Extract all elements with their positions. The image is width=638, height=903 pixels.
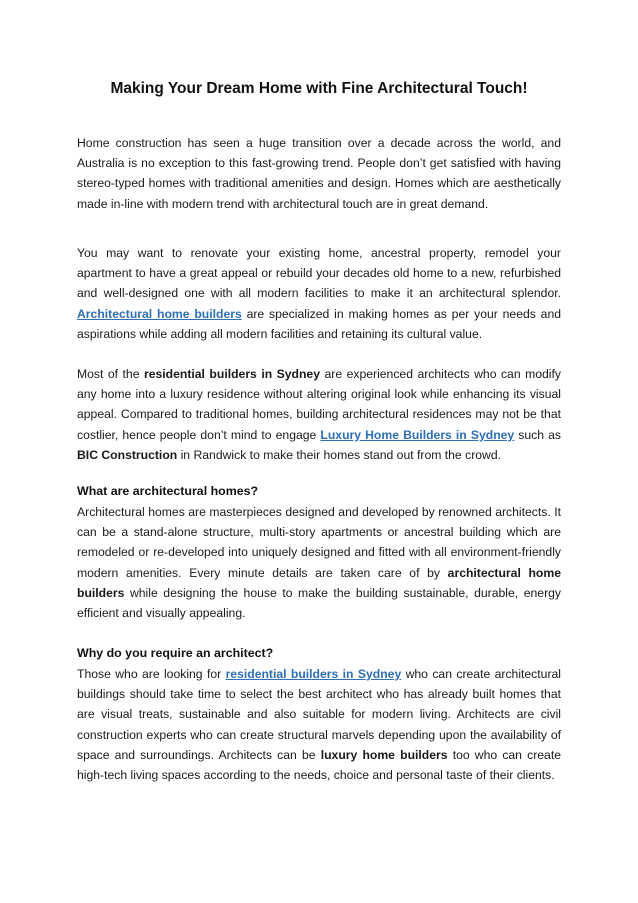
paragraph-text: who can create architectural buildings should take time to select the best architect who has already built homes that are visual treats, sustainable and also suitable for modern living. Architects are civil construction experts who can create structural marvels depending upon the availability of space and surroundings. Architects can be bbox=[77, 667, 561, 762]
section-heading-why-architect: Why do you require an architect? bbox=[77, 646, 274, 660]
paragraph-renovate bbox=[77, 243, 561, 344]
paragraph-residential-builders bbox=[77, 364, 561, 465]
paragraph-architectural-homes bbox=[77, 502, 561, 623]
page-title: Making Your Dream Home with Fine Architectural Touch! bbox=[110, 80, 528, 97]
residential-builders-link[interactable]: residential builders in Sydney bbox=[225, 667, 402, 681]
paragraph-text: You may want to renovate your existing home, ancestral property, remodel your apartment to have a great appeal or rebuild your decades old home to a new, refurbished and well-designed one with all modern facilities to make it an architectural splendor. bbox=[77, 246, 561, 301]
bold-phrase: residential builders in Sydney bbox=[143, 367, 320, 381]
paragraph-text: are experienced architects who can modify any home into a luxury residence without altering original look while enhancing its visual appeal. Compared to traditional homes, building architectural residences may not be that costlier, hence people don’t mind to engage bbox=[77, 367, 561, 442]
paragraph-text: while designing the house to make the building sustainable, durable, energy efficient and visually appealing. bbox=[77, 585, 561, 621]
paragraph-why-architect bbox=[77, 664, 561, 785]
paragraph-text: Those who are looking for bbox=[77, 667, 226, 681]
paragraph-text: Most of the bbox=[77, 367, 144, 381]
bold-phrase: BIC Construction bbox=[77, 447, 178, 462]
bold-phrase: luxury home builders bbox=[320, 747, 448, 762]
bold-phrase: architectural home builders bbox=[77, 565, 561, 600]
paragraph-intro bbox=[77, 133, 561, 214]
architectural-home-builders-link[interactable]: Architectural home builders bbox=[77, 306, 242, 321]
section-heading-architectural-homes: What are architectural homes? bbox=[77, 484, 259, 498]
paragraph-text: such as bbox=[514, 427, 561, 442]
paragraph-text: Architectural homes are masterpieces designed and developed by renowned architects. It can be a stand-alone structure, multi-story apartments or ancestral building which are remodeled or re-developed into uniquely designed and fitted with all environment-friendly modern amenities. Every minute details are taken care of by bbox=[77, 505, 561, 580]
paragraph-text: too who can create high-tech living spaces according to the needs, choice and personal taste of their clients. bbox=[77, 747, 561, 783]
paragraph-text: in Randwick to make their homes stand out from the crowd. bbox=[177, 447, 501, 462]
paragraph-text: are specialized in making homes as per your needs and aspirations while adding all modern facilities and retaining its cultural value. bbox=[77, 306, 561, 341]
paragraph-text: Home construction has seen a huge transition over a decade across the world, and Australia is no exception to this fast-growing trend. People don’t get satisfied with having stereo-typed homes with traditional amenities and design. Homes which are aesthetically made in-line with modern trend with architectural touch are in great demand. bbox=[77, 136, 561, 211]
luxury-home-builders-link[interactable]: Luxury Home Builders in Sydney bbox=[320, 427, 515, 442]
